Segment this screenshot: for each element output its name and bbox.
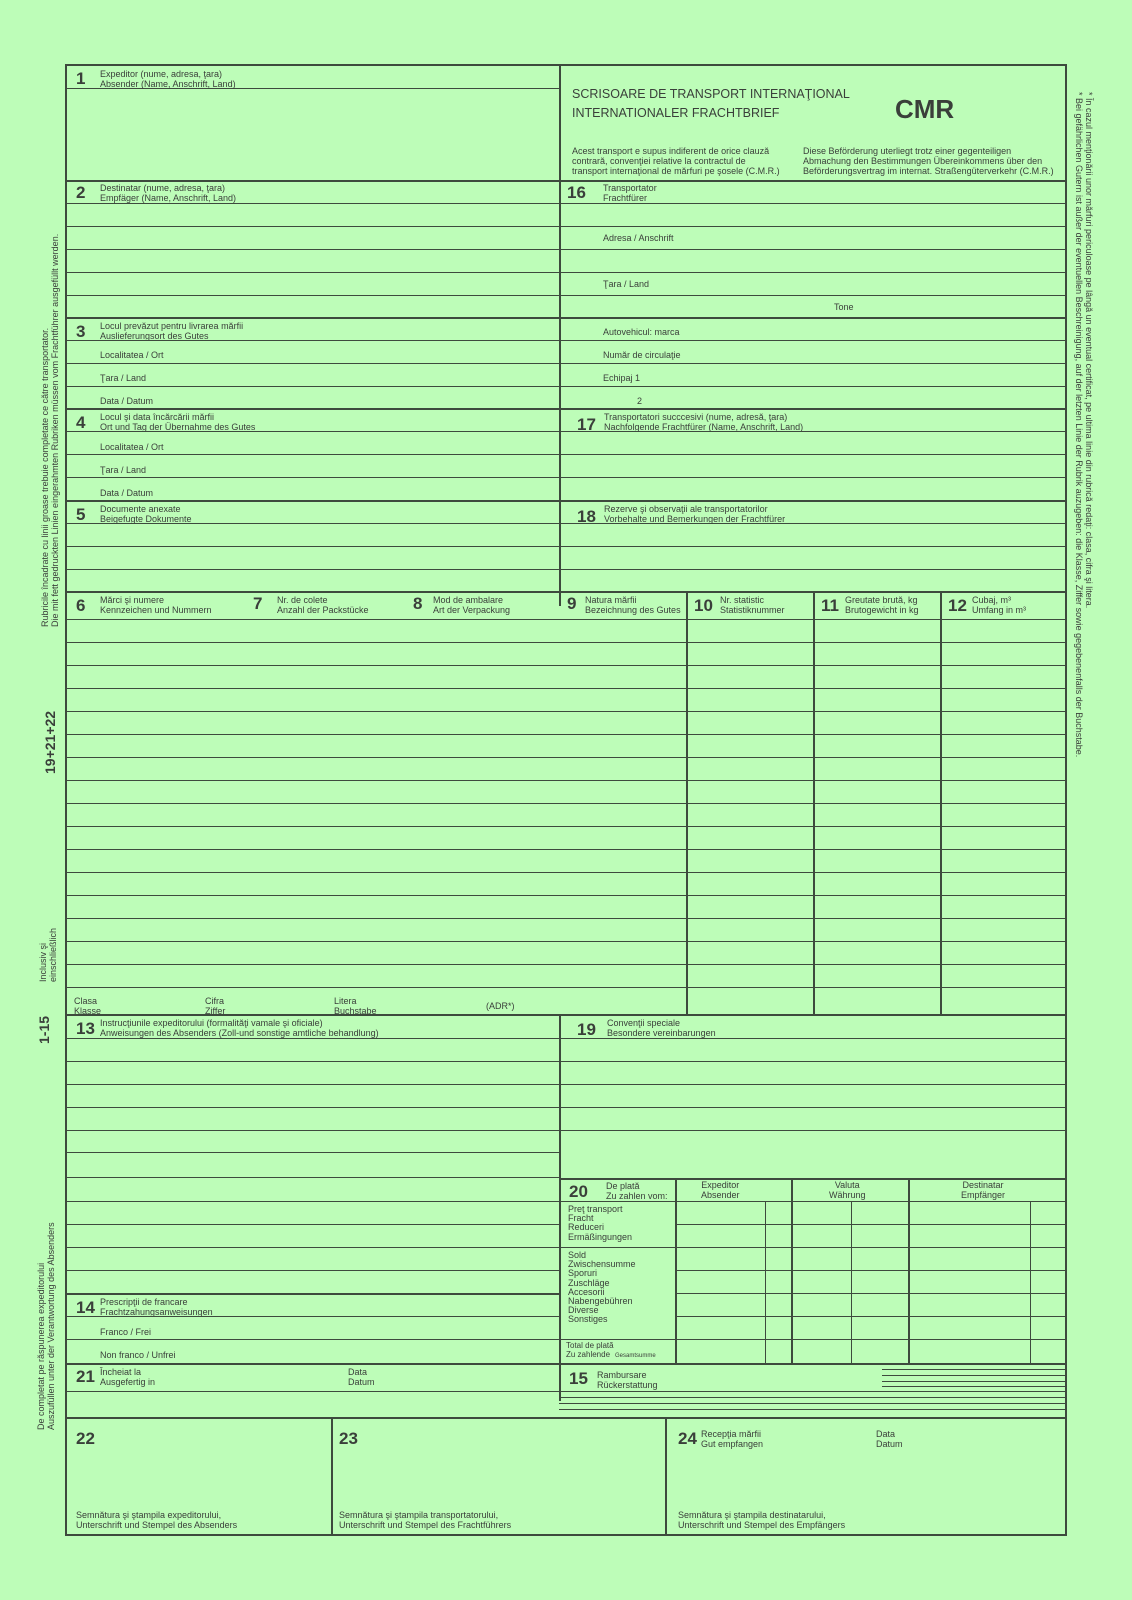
box12-number: 12 [948,596,967,615]
adr-letter: Litera Buchstabe [334,996,377,1016]
box4-label: Locul şi data încărcării mărfii Ort und Tag der Übernahme des Gutes [100,412,256,432]
box20-number: 20 [569,1182,588,1201]
box16-country: Ţara / Land [603,279,650,289]
box24-label: Recepţia mărfii Gut empfangen [701,1429,764,1449]
box20-total: Total de plată [566,1341,614,1350]
box21-number: 21 [76,1367,95,1386]
box20-rows-freight: Preţ transport Fracht Reduceri Ermäßingungen [568,1204,633,1242]
box9-label: Natura mărfii Bezeichnung des Gutes [585,595,681,615]
box16-plate: Număr de circulaţie [603,350,681,360]
box16-label: Transportator Frachtfürer [603,183,657,203]
box23-number: 23 [339,1429,358,1448]
title-ro: SCRISOARE DE TRANSPORT INTERNAŢIONAL [572,87,850,101]
box21-label: Încheiat la Ausgefertig in [100,1367,156,1387]
box8-number: 8 [413,594,423,613]
box4-number: 4 [76,413,86,432]
side-note-left-top: Rubricile încadrate cu linii groase trebuie completate ce către transportator. Die mit fett gedruckten Linien eingerahmten Rubriken müssen vom Frachtführer ausgefüllt werden. [40,233,60,627]
box15-number: 15 [569,1369,588,1388]
box7-label: Nr. de colete Anzahl der Packstücke [277,595,369,615]
box4-date: Data / Datum [100,488,154,498]
box6-number: 6 [76,596,86,615]
adr-label: (ADR*) [486,1001,515,1011]
adr-class: Clasa Klasse [74,996,102,1016]
box18-label: Rezerve şi observaţii ale transportatorilor Vorbehalte und Bemerkungen der Frachtfürer [604,504,786,524]
box22-number: 22 [76,1429,95,1448]
box6-label: Mărci şi numere Kennzeichen und Nummern [100,595,212,615]
box3-number: 3 [76,322,86,341]
box10-number: 10 [694,596,713,615]
box2-label: Destinatar (nume, adresa, ţara) Empfäger (Name, Anschrift, Land) [100,183,237,203]
box22-sign: Semnătura şi ştampila expeditorului, Unterschrift und Stempel des Absenders [76,1510,238,1530]
notice-de: Diese Beförderung uterliegt trotz einer gegenteiligen Abmachung den Bestimmungen Übereinkommens über den Beförderungsvertrag im internat. Straßengüterverkehr (C.M.R.) [803,146,1054,176]
box20-col-sender: Expeditor Absender [701,1180,740,1200]
box24-date: Data Datum [876,1429,903,1449]
box24-sign: Semnătura şi ştampila destinatarului, Unterschrift und Stempel des Empfängers [678,1510,846,1530]
box16-vehicle: Autovehicul: marca [603,327,680,337]
box13-label: Instrucţiunile expeditorului (formalităţi vamale şi oficiale) Anweisungen des Absenders (Zoll-und sonstige amtliche behandlung) [100,1018,379,1038]
box20-total-de-small: Gesamtsumme [615,1353,656,1359]
side-note-left-bottom: De completat pe răspunerea expeditorului Auszufüllen unter der Verantwortung des Absenders [36,1222,56,1430]
box17-label: Transportatori succcesivi (nume, adresă, ţara) Nachfolgende Frachtfürer (Name, Anschrift, Land) [604,412,804,432]
box3-date: Data / Datum [100,396,154,406]
side-note-right: * În cazul menţionării unor mărfuri periculoase pe lângă un eventual certificat, pe ultima linie din rubrică redaţi: clasa, cifra şi litera. * Bei gefährlichen Gutern ist außer der eventuellen Beschreinigung, auf der letzten Linie der Rubrik auzugeben: die Klasse, Ziffer sowie gegebenenfalls der Buchstabe. [1074,92,1094,758]
box11-number: 11 [821,596,839,615]
form-code: CMR [895,94,955,124]
box16-address: Adresa / Anschrift [603,233,674,243]
box17-number: 17 [577,415,596,434]
box21-date: Data Datum [348,1367,375,1387]
box20-rows-balance: Sold Zwischensumme Sporuri Zuschläge Accesorii Nabengebühren Diverse Sonstiges [568,1250,636,1325]
box12-label: Cubaj, m³ Umfang in m³ [972,595,1027,615]
box16-tons: Tone [834,302,854,312]
box14-label: Prescripţii de francare Frachtzahungsanweisungen [100,1297,213,1317]
box14-number: 14 [76,1298,95,1317]
box19-label: Convenţii speciale Besondere vereinbarungen [607,1018,716,1038]
box14-non-franco: Non franco / Unfrei [100,1350,176,1360]
box19-number: 19 [577,1020,596,1039]
box3-locality: Localitatea / Ort [100,350,164,360]
box8-label: Mod de ambalare Art der Verpackung [433,595,511,615]
box11-label: Greutate brută, kg Brutogewicht in kg [845,595,919,615]
box1-number: 1 [76,69,86,88]
box4-country: Ţara / Land [100,465,147,475]
box3-country: Ţara / Land [100,373,147,383]
box16-number: 16 [567,183,586,202]
side-inclusive: Inclusiv şi einschließlich [38,927,58,982]
box20-label: De plată Zu zahlen vom: [606,1181,668,1201]
box23-sign: Semnătura şi ştampila transportatorului, Unterschrift und Stempel des Frachtführers [339,1510,512,1530]
box16-crew2: 2 [637,396,643,406]
box3-label: Locul prevăzut pentru livrarea mărfii Auslieferungsort des Gutes [100,321,244,341]
side-range-b: 1-15 [36,1015,52,1044]
notice-ro: Acest transport e supus indiferent de orice clauză contrară, convenţiei relative la contractul de transport internaţional de mărfuri pe şosele (C.M.R.) [572,146,780,176]
adr-figure: Cifra Ziffer [205,996,226,1016]
box2-number: 2 [76,183,86,202]
box14-franco: Franco / Frei [100,1327,152,1337]
box10-label: Nr. statistic Statistiknummer [720,595,785,615]
box5-label: Documente anexate Beigefugte Dokumente [100,504,192,524]
cmr-form [65,64,1067,1536]
box1-label: Expeditor (nume, adresa, ţara) Absender (Name, Anschrift, Land) [100,69,236,89]
box7-number: 7 [253,594,263,613]
box18-number: 18 [577,507,596,526]
side-range-a: 19+21+22 [42,710,58,774]
box24-number: 24 [678,1429,697,1448]
box20-col-consignee: Destinatar Empfänger [961,1180,1006,1200]
box15-label: Rambursare Rückerstattung [597,1370,658,1390]
box20-col-currency: Valuta Währung [829,1180,866,1200]
box13-number: 13 [76,1019,95,1038]
box20-total-de: Zu zahlende [566,1350,611,1359]
box16-crew1: Echipaj 1 [603,373,641,383]
box5-number: 5 [76,505,86,524]
title-de: INTERNATIONALER FRACHTBRIEF [572,106,780,120]
box4-locality: Localitatea / Ort [100,442,164,452]
box9-number: 9 [567,594,577,613]
